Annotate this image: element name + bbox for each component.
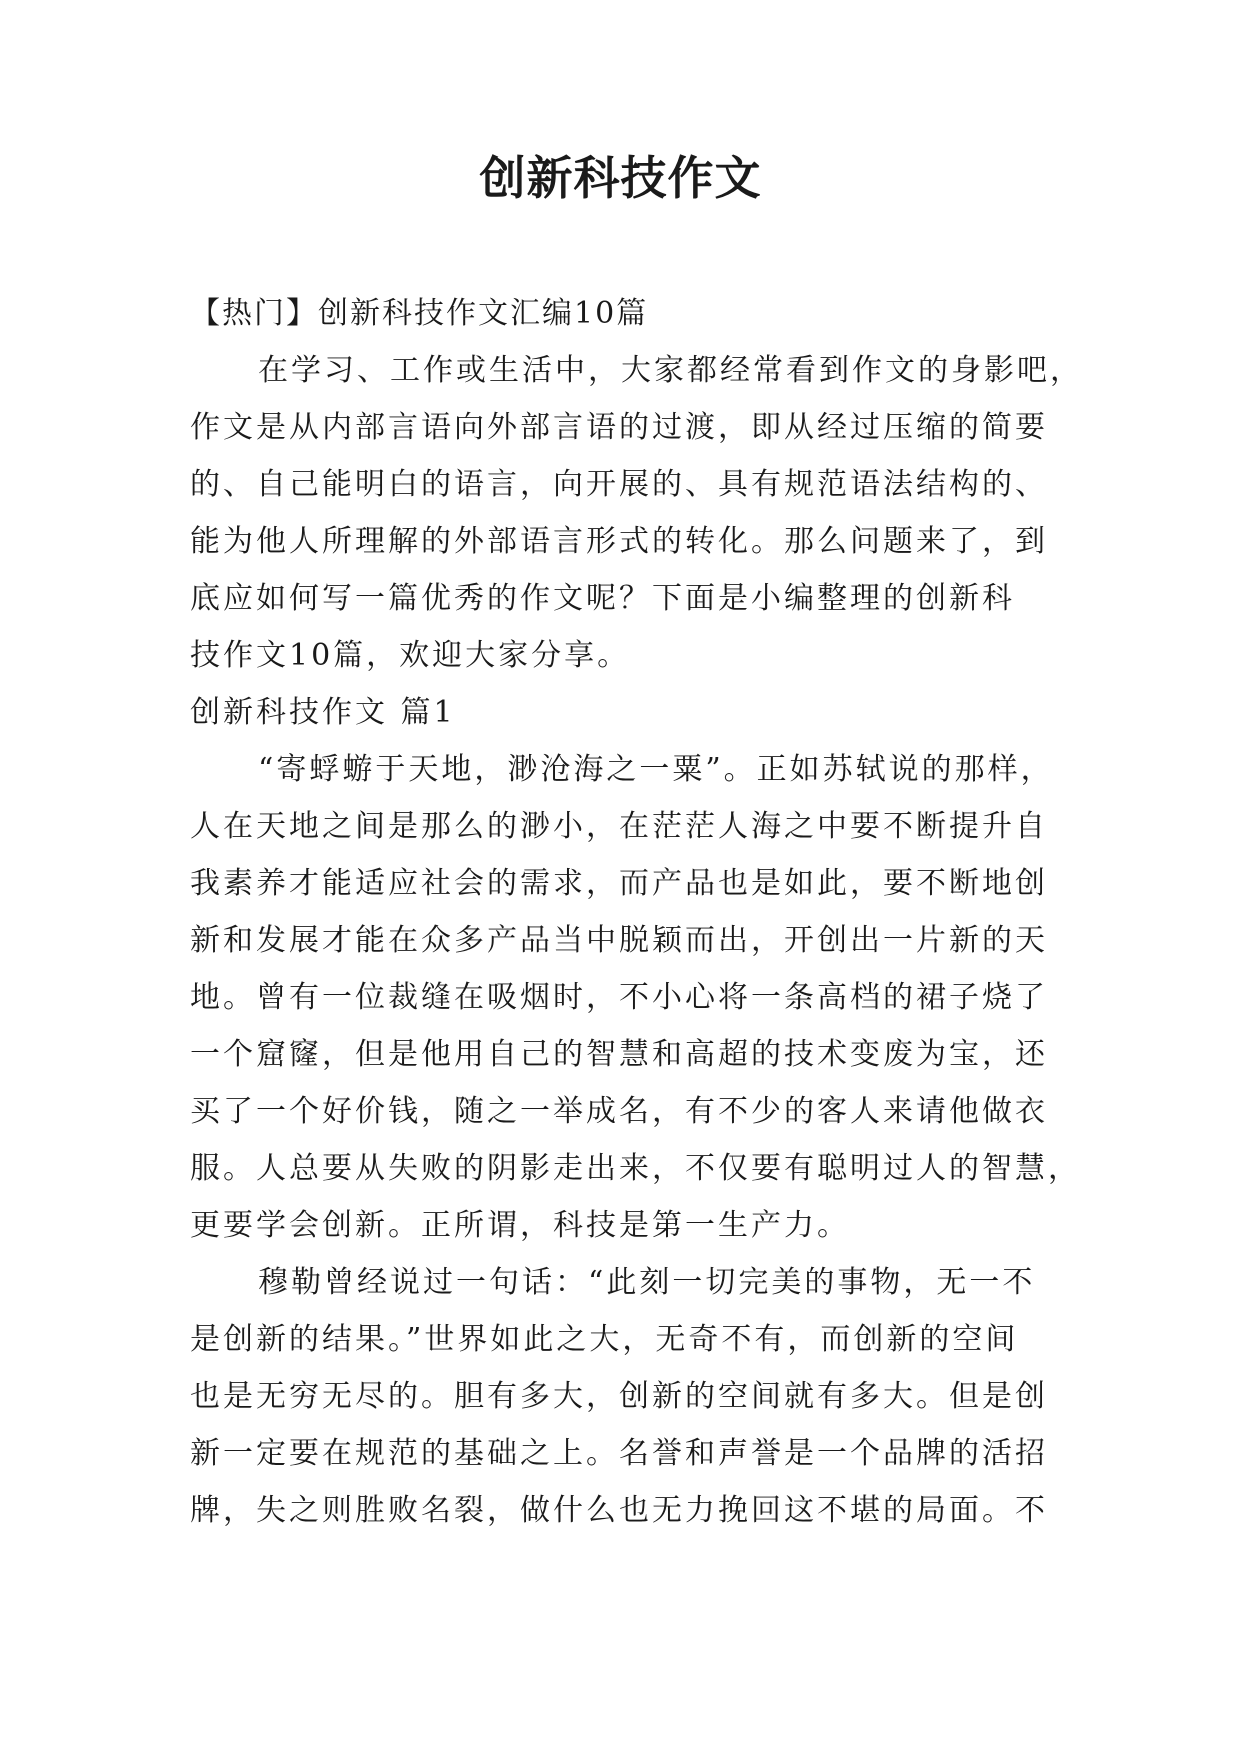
paragraph-line: 在学习、工作或生活中，大家都经常看到作文的身影吧， <box>258 353 1083 388</box>
paragraph-line: 买了一个好价钱，随之一举成名，有不少的客人来请他做衣 <box>190 1094 1048 1129</box>
paragraph-line: 是创新的结果。”世界如此之大，无奇不有，而创新的空间 <box>190 1322 1019 1357</box>
paragraph-line: 新一定要在规范的基础之上。名誉和声誉是一个品牌的活招 <box>190 1436 1048 1471</box>
paragraph-line: 一个窟窿，但是他用自己的智慧和高超的技术变废为宝，还 <box>190 1037 1048 1072</box>
paragraph-line: 也是无穷无尽的。胆有多大，创新的空间就有多大。但是创 <box>190 1379 1048 1414</box>
section-heading: 创新科技作文 篇1 <box>190 695 456 730</box>
paragraph-line: 人在天地之间是那么的渺小，在茫茫人海之中要不断提升自 <box>190 809 1048 844</box>
paragraph-line: 更要学会创新。正所谓，科技是第一生产力。 <box>190 1208 850 1243</box>
paragraph-line: “寄蜉蝣于天地，渺沧海之一粟”。正如苏轼说的那样， <box>258 752 1054 787</box>
paragraph-line: 作文是从内部言语向外部言语的过渡，即从经过压缩的简要 <box>190 410 1048 445</box>
paragraph-line: 底应如何写一篇优秀的作文呢？下面是小编整理的创新科 <box>190 581 1015 616</box>
document-title: 创新科技作文 <box>479 151 762 205</box>
document-body <box>190 285 1083 1539</box>
document-subtitle: 【热门】创新科技作文汇编10篇 <box>190 296 649 331</box>
paragraph-line: 牌，失之则胜败名裂，做什么也无力挽回这不堪的局面。不 <box>190 1493 1048 1528</box>
paragraph-line: 的、自己能明白的语言，向开展的、具有规范语法结构的、 <box>190 467 1048 502</box>
paragraph-line: 能为他人所理解的外部语言形式的转化。那么问题来了，到 <box>190 524 1048 559</box>
paragraph-line: 新和发展才能在众多产品当中脱颖而出，开创出一片新的天 <box>190 923 1048 958</box>
paragraph-line: 地。曾有一位裁缝在吸烟时，不小心将一条高档的裙子烧了 <box>190 980 1048 1015</box>
paragraph-line: 我素养才能适应社会的需求，而产品也是如此，要不断地创 <box>190 866 1048 901</box>
paragraph-line: 技作文10篇，欢迎大家分享。 <box>190 638 631 673</box>
paragraph-line: 穆勒曾经说过一句话：“此刻一切完美的事物，无一不 <box>258 1265 1036 1300</box>
paragraph-line: 服。人总要从失败的阴影走出来，不仅要有聪明过人的智慧， <box>190 1151 1081 1186</box>
